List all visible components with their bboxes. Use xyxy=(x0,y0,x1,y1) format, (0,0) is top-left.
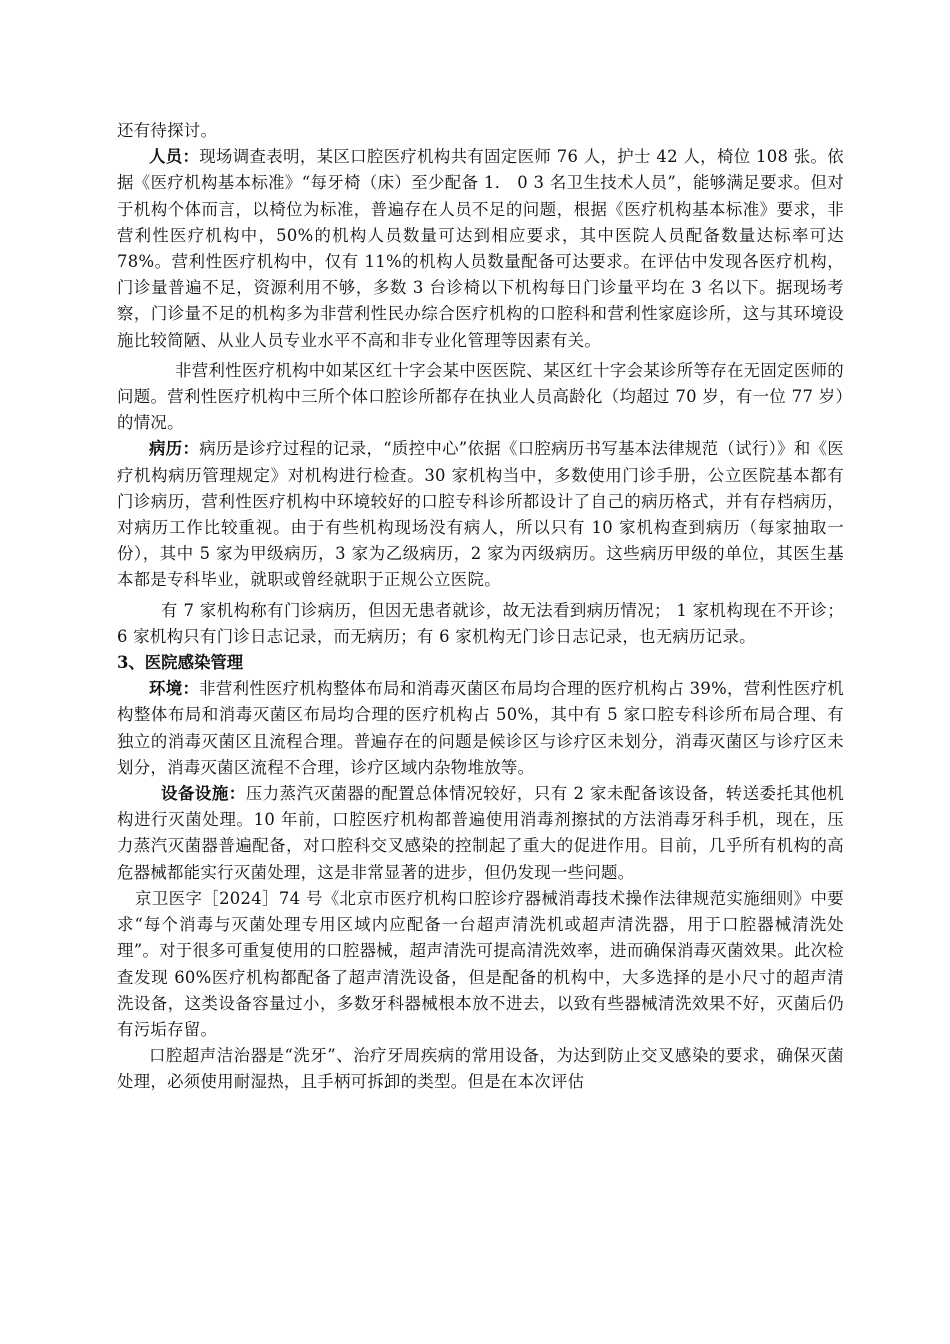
section-heading-infection-control: 3、医院感染管理 xyxy=(117,653,244,673)
personnel-text: 现场调查表明，某区口腔医疗机构共有固定医师 76 人，护士 42 人，椅位 108 张。依据《医疗机构基本标准》“每牙椅（床）至少配备 1． 0 3 名卫生技术人员”，能够满足要求。但对于机构个体而言，以椅位为标准，普遍存在人员不足的问题，根据《医疗机构基本标准》要求，非营利性医疗机构中，50%的机构人员数量可达到相应要求，其中医院人员配备数量达标率可达 78%。营利性医疗机构中，仅有 11%的机构人员数量配备可达要求。在评估中发现各医疗机构，门诊量普遍不足，资源利用不够，多数 3 台诊椅以下机构每日门诊量平均在 3 名以下。据现场考察，门诊量不足的机构多为非营利性民办综合医疗机构的口腔科和营利性家庭诊所，这与其环境设施比较简陋、从业人员专业水平不高和非专业化管理等因素有关。 xyxy=(117,147,844,350)
personnel-label: 人员： xyxy=(149,147,200,167)
environment-text: 非营利性医疗机构整体布局和消毒灭菌区布局均合理的医疗机构占 39%，营利性医疗机构整体布局和消毒灭菌区布局均合理的医疗机构占 50%，其中有 5 家口腔专科诊所布局合理、有独立的消毒灭菌区且流程合理。普遍存在的问题是候诊区与诊疗区未划分，消毒灭菌区与诊疗区未划分，消毒灭菌区流程不合理，诊疗区域内杂物堆放等。 xyxy=(117,679,844,777)
paragraph-medical-records xyxy=(117,436,844,593)
paragraph-no-fixed-doctor: 非营利性医疗机构中如某区红十字会某中医医院、某区红十字会某诊所等存在无固定医师的问题。营利性医疗机构中三所个体口腔诊所都存在执业人员高龄化（均超过 70 岁，有一位 77 岁）的情况。 xyxy=(117,360,844,433)
document-body xyxy=(117,118,844,1096)
paragraph-continuation: 还有待探讨。 xyxy=(117,121,218,140)
equipment-label: 设备设施： xyxy=(161,784,246,804)
paragraph-environment xyxy=(117,676,844,781)
paragraph-ultrasonic-scaler: 口腔超声洁治器是“洗牙”、治疗牙周疾病的常用设备，为达到防止交叉感染的要求，确保灭菌处理，必须使用耐湿热，且手柄可拆卸的类型。但是在本次评估 xyxy=(117,1046,844,1092)
paragraph-ultrasonic-cleaning: 京卫医字［2024］74 号《北京市医疗机构口腔诊疗器械消毒技术操作法律规范实施细则》中要求“每个消毒与灭菌处理专用区域内应配备一台超声清洗机或超声清洗器，用于口腔器械清洗处理”。对于很多可重复使用的口腔器械，超声清洗可提高清洗效率，进而确保消毒灭菌效果。此次检查发现 60%医疗机构都配备了超声清洗设备，但是配备的机构中，大多选择的是小尺寸的超声清洗设备，这类设备容量过小，多数牙科器械根本放不进去，以致有些器械清洗效果不好，灭菌后仍有污垢存留。 xyxy=(117,888,844,1039)
equipment-text: 压力蒸汽灭菌器的配置总体情况较好，只有 2 家未配备该设备，转送委托其他机构进行灭菌处理。10 年前，口腔医疗机构都普遍使用消毒剂擦拭的方法消毒牙科手机，现在，压力蒸汽灭菌器普遍配备，对口腔科交叉感染的控制起了重大的促进作用。目前，几乎所有机构的高危器械都能实行灭菌处理，这是非常显著的进步，但仍发现一些问题。 xyxy=(117,784,845,882)
environment-label: 环境： xyxy=(149,679,200,699)
medical-records-text: 病历是诊疗过程的记录，“质控中心”依据《口腔病历书写基本法律规范（试行）》和《医疗机构病历管理规定》对机构进行检查。30 家机构当中，多数使用门诊手册，公立医院基本都有门诊病历，营利性医疗机构中环境较好的口腔专科诊所都设计了自己的病历格式，并有存档病历，对病历工作比较重视。由于有些机构现场没有病人，所以只有 10 家机构查到病历（每家抽取一份），其中 5 家为甲级病历，3 家为乙级病历，2 家为丙级病历。这些病历甲级的单位，其医生基本都是专科毕业，就职或曾经就职于正规公立医院。 xyxy=(117,439,844,590)
paragraph-equipment xyxy=(117,781,844,886)
paragraph-personnel xyxy=(117,144,844,354)
paragraph-records-summary: 有 7 家机构称有门诊病历，但因无患者就诊，故无法看到病历情况； 1 家机构现在不开诊； 6 家机构只有门诊日志记录，而无病历；有 6 家机构无门诊日志记录，也无病历记录。 xyxy=(117,600,844,646)
medical-records-label: 病历： xyxy=(149,439,200,459)
